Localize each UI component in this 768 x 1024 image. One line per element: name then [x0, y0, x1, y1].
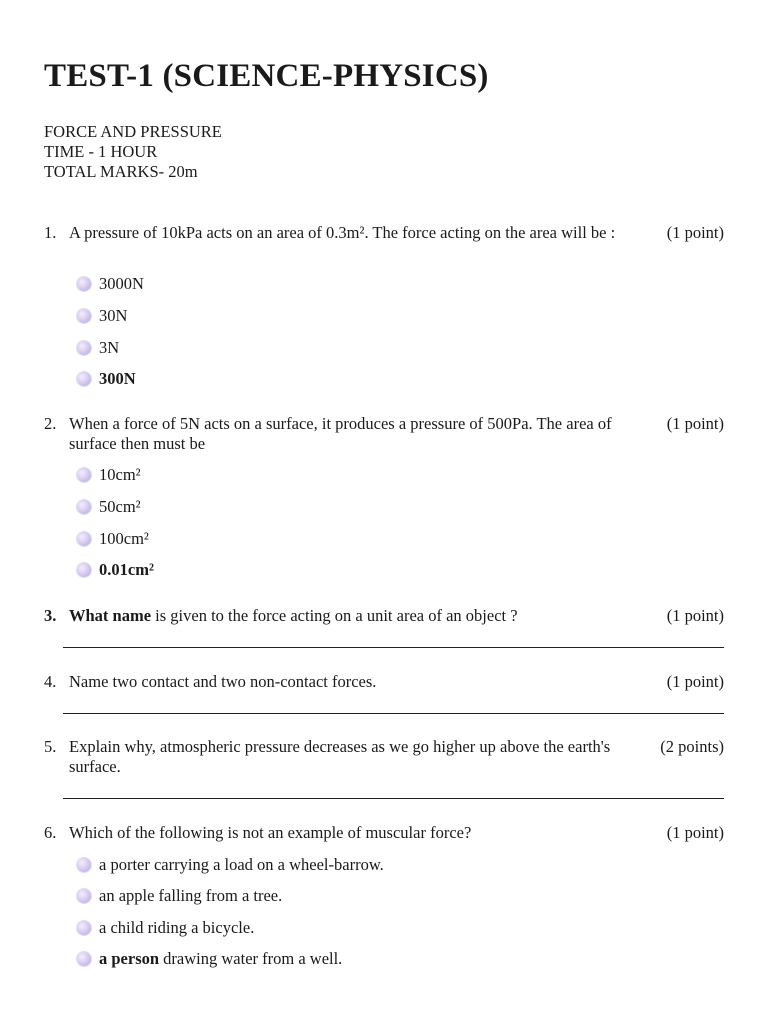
option-label: 100cm² — [99, 529, 149, 548]
question-points: (1 point) — [666, 606, 724, 625]
question-text-rest: is given to the force acting on a unit area of an object ? — [151, 606, 518, 625]
option-q6-c[interactable] — [77, 918, 254, 938]
question-text-emphasis: What name — [69, 606, 152, 625]
option-q1-d[interactable] — [77, 369, 136, 389]
radio-button[interactable] — [77, 500, 91, 514]
option-label: a child riding a bicycle. — [99, 918, 255, 937]
question-points: (1 point) — [666, 414, 724, 433]
option-q6-a[interactable] — [77, 855, 384, 875]
option-label: 0.01cm² — [99, 560, 154, 579]
question-points: (1 point) — [666, 823, 724, 842]
page-title: TEST-1 (SCIENCE-PHYSICS) — [44, 58, 489, 94]
radio-button[interactable] — [77, 858, 91, 872]
option-q2-b[interactable] — [77, 497, 141, 517]
option-q1-a[interactable] — [77, 274, 144, 294]
question-6 — [44, 823, 724, 843]
question-text: Which of the following is not an example of muscular force? — [69, 823, 472, 842]
question-number: 6. — [44, 823, 57, 842]
radio-button[interactable] — [77, 952, 91, 966]
question-number: 3. — [44, 606, 57, 625]
question-points: (1 point) — [666, 672, 724, 691]
option-label: 3000N — [99, 274, 144, 293]
option-label: 3N — [99, 338, 120, 357]
question-1 — [44, 223, 724, 243]
question-number: 4. — [44, 672, 57, 691]
answer-line-q5[interactable] — [63, 798, 724, 799]
marks-label: TOTAL MARKS- 20m — [44, 162, 198, 181]
option-label: 50cm² — [99, 497, 141, 516]
option-q2-c[interactable] — [77, 529, 149, 549]
question-number: 5. — [44, 737, 57, 756]
question-number: 2. — [44, 414, 57, 433]
radio-button[interactable] — [77, 277, 91, 291]
answer-line-q4[interactable] — [63, 713, 724, 714]
option-label — [99, 949, 342, 969]
question-points: (1 point) — [666, 223, 724, 242]
question-2 — [44, 414, 724, 454]
answer-line-q3[interactable] — [63, 647, 724, 648]
radio-button[interactable] — [77, 372, 91, 386]
radio-button[interactable] — [77, 889, 91, 903]
radio-button[interactable] — [77, 921, 91, 935]
question-text — [69, 606, 667, 626]
question-number: 1. — [44, 223, 57, 242]
option-label-rest: drawing water from a well. — [159, 949, 343, 968]
question-text: Explain why, atmospheric pressure decreases as we go higher up above the earth's surface. — [69, 737, 611, 776]
option-q2-d[interactable] — [77, 560, 154, 580]
question-text: Name two contact and two non-contact forces. — [69, 672, 377, 691]
option-label: a porter carrying a load on a wheel-barrow. — [99, 855, 384, 874]
radio-button[interactable] — [77, 468, 91, 482]
question-4 — [44, 672, 724, 692]
radio-button[interactable] — [77, 341, 91, 355]
test-info — [44, 122, 222, 182]
option-q1-b[interactable] — [77, 306, 127, 326]
topic-label: FORCE AND PRESSURE — [44, 122, 222, 141]
radio-button[interactable] — [77, 532, 91, 546]
option-q6-b[interactable] — [77, 886, 282, 906]
option-label: an apple falling from a tree. — [99, 886, 283, 905]
option-label: 10cm² — [99, 465, 141, 484]
question-points: (2 points) — [660, 737, 724, 756]
option-q1-c[interactable] — [77, 338, 119, 358]
option-q2-a[interactable] — [77, 465, 141, 485]
radio-button[interactable] — [77, 563, 91, 577]
question-5 — [44, 737, 724, 777]
option-label: 30N — [99, 306, 128, 325]
option-label: 300N — [99, 369, 136, 388]
radio-button[interactable] — [77, 309, 91, 323]
option-label-emphasis: a person — [99, 949, 160, 968]
time-label: TIME - 1 HOUR — [44, 142, 158, 161]
question-text: When a force of 5N acts on a surface, it produces a pressure of 500Pa. The area of surface then must be — [69, 414, 612, 453]
question-3 — [44, 606, 724, 626]
question-text: A pressure of 10kPa acts on an area of 0.3m². The force acting on the area will be : — [69, 223, 616, 242]
option-q6-d[interactable] — [77, 949, 342, 969]
